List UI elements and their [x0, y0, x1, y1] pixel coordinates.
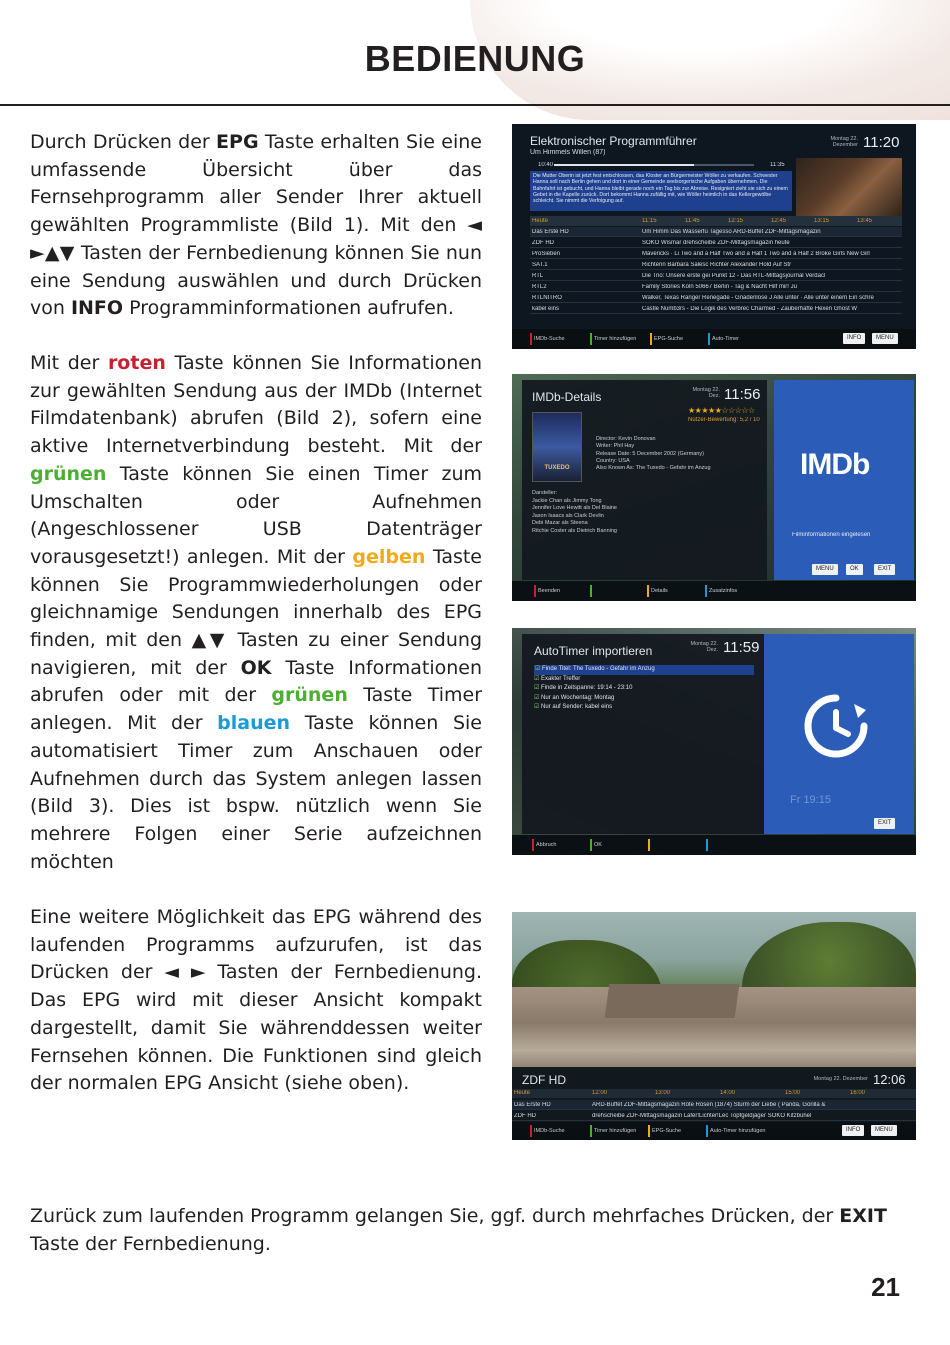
- checkbox-icon: ☑: [534, 675, 542, 682]
- checkbox-icon: ☑: [534, 694, 542, 701]
- info-button[interactable]: INFO: [842, 1125, 864, 1136]
- epg-row[interactable]: RTL2 Family Stories Köln 50667 Berlin - Tag & Nacht Hilf mir! Ju: [530, 282, 902, 292]
- imdb-button-bar: [512, 581, 916, 601]
- epg-row[interactable]: RTLNITRO Walker, Texas Ranger Renegade - Gnadenlose J Alle unter · Alle unter einem Ein schre: [530, 293, 902, 303]
- epg-timeline: [530, 216, 902, 226]
- yellow-key: [648, 839, 650, 851]
- red-key: [530, 333, 532, 345]
- autotimer-option[interactable]: ☑ Finde Titel: The Tuxedo - Gefahr im Anzug: [534, 665, 754, 675]
- compact-slot: 15:00: [785, 1090, 801, 1096]
- yellow-key-label[interactable]: EPG-Suche: [654, 336, 684, 342]
- imdb-cast: Darsteller: Jackie Chan als Jimmy Tong Jennifer Love Hewitt als Del Blaine Jason Isaacs als Clark Devlin Debi Mazar als Steena Ritchie Coster als Dietrich Banning: [532, 490, 617, 534]
- header-rule: [0, 104, 950, 106]
- yellow-key: [648, 1125, 650, 1137]
- autotimer-button-bar: [512, 835, 916, 855]
- epg-end-time: 11:35: [770, 162, 785, 168]
- red-key: [534, 585, 536, 597]
- paragraph-compact-epg: Eine weitere Möglichkeit das EPG während des laufenden Programms aufzurufen, ist das Drücken der ◄ ► Tasten der Fernbedienung. Das EPG wird mit dieser Ansicht kompakt dargestellt, damit Sie währenddessen weiter Fernsehen können. Die Funktionen sind gleich der normalen EPG Ansicht (siehe oben).: [30, 906, 482, 1095]
- compact-timeline: [512, 1089, 916, 1098]
- menu-button[interactable]: MENU: [871, 1125, 897, 1136]
- autotimer-option[interactable]: ☑ Exakter Treffer: [534, 675, 581, 682]
- screenshot-epg: [512, 124, 916, 349]
- epg-progress-bar: [554, 164, 754, 166]
- epg-description: Die Mutter Oberin ist jetzt fest entschlossen, das Kloster an Bürgermeister Wöller zu verkaufen. Schwester Hanna soll nach Berlin gehen und dort in einer Gemeinde seelsorgerische Aufgaben übernehmen. Die Bahnfahrt ist gebucht, und Hanna bleibt gerade noch ein Tag bis zur Abreise. Resigniert zieht sie sich zu einem Gebet in die Kapelle zurück. Dort bekommt Hanna zufällig mit, wie Wöller heimlich in das Kellergewölbe schleicht. Sie nimmt die Verfolgung auf.: [530, 171, 792, 211]
- screenshot-compact-epg: [512, 912, 916, 1140]
- blue-key: [706, 839, 708, 851]
- ok-button[interactable]: OK: [846, 564, 863, 575]
- compact-row[interactable]: ZDF HD drehscheibe ZDF-Mittagsmagazin Lafer!Lichter!Lec Topfgeldjäger SOKO Kitzbühel: [512, 1111, 916, 1121]
- epg-row[interactable]: ZDF HD SOKO Wismar drehscheibe ZDF-Mittagsmagazin heute: [530, 238, 902, 248]
- imdb-title: IMDb-Details: [532, 390, 602, 404]
- autotimer-clock-icon: [800, 690, 872, 762]
- epg-row[interactable]: kabel eins Castle Numb3rs - Die Logik des Verbrec Charmed - Zauberhafte Hexen Ghost W: [530, 304, 902, 314]
- epg-timeline-label: Heute: [532, 218, 549, 224]
- epg-slot: 13:45: [857, 218, 873, 224]
- epg-row[interactable]: RTL Die Trio: Unsere erste gei Punkt 12 - Das RTL-Mittagsjournal Verdacl: [530, 271, 902, 281]
- autotimer-panel: [522, 634, 767, 834]
- compact-slot: 16:00: [850, 1090, 866, 1096]
- green-key: [590, 839, 592, 851]
- yellow-key: [650, 333, 652, 345]
- paragraph-epg-intro: Durch Drücken der EPG Taste erhalten Sie eine umfassende Übersicht über das Fernsehprogramm aller Sender Ihrer aktuell gewählten Programmliste (Bild 1). Mit den ◄ ►▲▼ Tasten der Fernbedienung können Sie nun eine Sendung auswählen und durch Drücken von INFO Programminformationen aufrufen.: [30, 131, 482, 320]
- poster-title: TUXEDO: [544, 465, 570, 471]
- epg-slot: 11:45: [685, 218, 700, 224]
- compact-clock: 12:06: [873, 1072, 906, 1087]
- paragraph-color-keys: Mit der roten Taste können Sie Informationen zur gewählten Sendung aus der IMDb (Internet Filmdatenbank) abrufen (Bild 2), sofern eine aktive Internetverbindung besteht. Mit der grünen Taste können Sie einen Timer zum Umschalten oder Aufnehmen (Angeschlossener USB Datenträger vorausgesetzt!) anlegen. Mit der gelben Taste können Sie Programmwiederholungen oder gleichnamige Sendungen innerhalb des EPG finden, mit den ▲▼ Tasten zu einer Sendung navigieren, mit der OK Taste Informationen abrufen oder mit der grünen Taste Timer anlegen. Mit der blauen Taste können Sie automatisiert Timer zum Anschauen oder Aufnehmen durch das System anlegen lassen (Bild 3). Dies ist bspw. nützlich wenn Sie mehrere Folgen einer Serie aufzeichnen möchten: [30, 352, 483, 873]
- green-key: [590, 585, 592, 597]
- epg-date: Montag 22. Dezember: [830, 136, 858, 148]
- checkbox-icon: ☑: [534, 704, 542, 710]
- epg-row[interactable]: ProSieben Mavericks · Li Two and a Half Two and a Half 1 Two and a Half 2 Broke Girls New Girl: [530, 249, 902, 259]
- compact-timeline-label: Heute: [514, 1090, 531, 1096]
- red-key-label[interactable]: IMDb-Suche: [534, 336, 565, 342]
- imdb-rating: Nutzer-Bewertung: 5,2 / 10: [688, 417, 760, 423]
- epg-slot: 12:15: [728, 218, 744, 224]
- compact-slot: 13:00: [655, 1090, 671, 1096]
- screenshot-autotimer: [512, 628, 916, 855]
- exit-button[interactable]: EXIT: [874, 564, 895, 575]
- checkbox-icon: ☑: [534, 685, 542, 691]
- compact-channel: ZDF HD: [522, 1073, 566, 1087]
- epg-row[interactable]: Das Erste HD Um Himm Das Wasserfu Tagesso ARD-Buffet ZDF-Mittagsmagazin: [530, 227, 902, 237]
- epg-slot: 12:45: [771, 218, 787, 224]
- paragraph-exit: Zurück zum laufenden Programm gelangen Sie, ggf. durch mehrfaches Drücken, der EXIT Taste der Fernbedienung.: [30, 1205, 887, 1255]
- page-title: BEDIENUNG: [364, 38, 586, 79]
- green-key: [590, 333, 592, 345]
- menu-button[interactable]: MENU: [812, 564, 838, 575]
- red-key-label[interactable]: IMDb-Suche: [534, 1128, 565, 1134]
- imdb-date: Montag 22. Dez.: [692, 387, 720, 399]
- video-roof: [605, 984, 740, 1018]
- info-button[interactable]: INFO: [843, 333, 865, 344]
- blue-key-label[interactable]: Auto-Timer: [712, 336, 739, 342]
- compact-date: Montag 22. Dezember: [813, 1076, 868, 1082]
- autotimer-options: [534, 665, 754, 713]
- green-key: [590, 1125, 592, 1137]
- exit-button[interactable]: EXIT: [874, 818, 895, 829]
- movie-poster: [532, 412, 582, 482]
- epg-start-time: 10:40: [538, 162, 554, 168]
- epg-title: Elektronischer Programmführer: [530, 134, 697, 148]
- background-overlay-time: Fr 19:15: [790, 794, 831, 806]
- blue-key: [705, 585, 707, 597]
- blue-key: [706, 1125, 708, 1137]
- imdb-logo: IMDb: [800, 448, 870, 481]
- autotimer-clock: 11:59: [723, 639, 760, 656]
- epg-preview-video: [796, 158, 902, 218]
- green-key-label[interactable]: Timer hinzufügen: [594, 1128, 637, 1134]
- imdb-meta: Director: Kevin Donovan Writer: Phil Hay Release Date: 5 December 2002 (Germany) Country: USA Also Known As: The Tuxedo - Gefahr im Anzug: [596, 436, 711, 472]
- green-key-label[interactable]: OK: [594, 842, 602, 848]
- compact-row[interactable]: Das Erste HD ARD-Buffet ZDF-Mittagsmagazin Rote Rosen (1874) Sturm der Liebe ( Panda, Gorilla &: [512, 1100, 916, 1110]
- yellow-key-label[interactable]: EPG-Suche: [652, 1128, 682, 1134]
- blue-key-label[interactable]: Auto-Timer hinzufügen: [710, 1128, 766, 1134]
- page-number: 21: [871, 1272, 900, 1302]
- red-key: [530, 1125, 532, 1137]
- red-key: [532, 839, 534, 851]
- compact-slot: 14:00: [720, 1090, 736, 1096]
- epg-subtitle: Um Himmels Willen (87): [530, 149, 606, 156]
- imdb-clock: 11:56: [724, 386, 761, 403]
- checkbox-icon: ☑: [535, 666, 543, 672]
- yellow-key-label[interactable]: Details: [651, 588, 668, 594]
- screenshot-imdb: [512, 374, 916, 601]
- autotimer-date: Montag 22. Dez.: [690, 641, 718, 653]
- blue-key: [708, 333, 710, 345]
- rating-stars-icon: ★★★★★☆☆☆☆☆: [688, 406, 755, 415]
- epg-button-bar: [512, 329, 916, 349]
- compact-slot: 12:00: [592, 1090, 608, 1096]
- autotimer-title: AutoTimer importieren: [534, 644, 653, 658]
- autotimer-option[interactable]: ☑ Finde in Zeitspanne: 19:14 - 23:10: [534, 685, 633, 691]
- epg-slot: 11:15: [642, 218, 657, 224]
- red-key-label[interactable]: Beenden: [538, 588, 561, 594]
- epg-slot: 13:15: [814, 218, 830, 224]
- blue-key-label[interactable]: Zusatzinfos: [709, 588, 738, 594]
- green-key-label[interactable]: Timer hinzufügen: [594, 336, 637, 342]
- autotimer-option[interactable]: ☑ Nur auf Sender: kabel eins: [534, 704, 613, 710]
- imdb-loading-text: Filminformationen eingelesen: [792, 532, 871, 538]
- autotimer-option[interactable]: ☑ Nur an Wochentag: Montag: [534, 694, 615, 701]
- red-key-label[interactable]: Abbruch: [536, 842, 557, 848]
- epg-row[interactable]: SAT.1 Richterin Barbara Salesc Richter Alexander Hold Auf Str: [530, 260, 902, 270]
- epg-clock: 11:20: [863, 134, 900, 151]
- yellow-key: [647, 585, 649, 597]
- compact-button-bar: [512, 1122, 916, 1140]
- menu-button[interactable]: MENU: [872, 333, 898, 344]
